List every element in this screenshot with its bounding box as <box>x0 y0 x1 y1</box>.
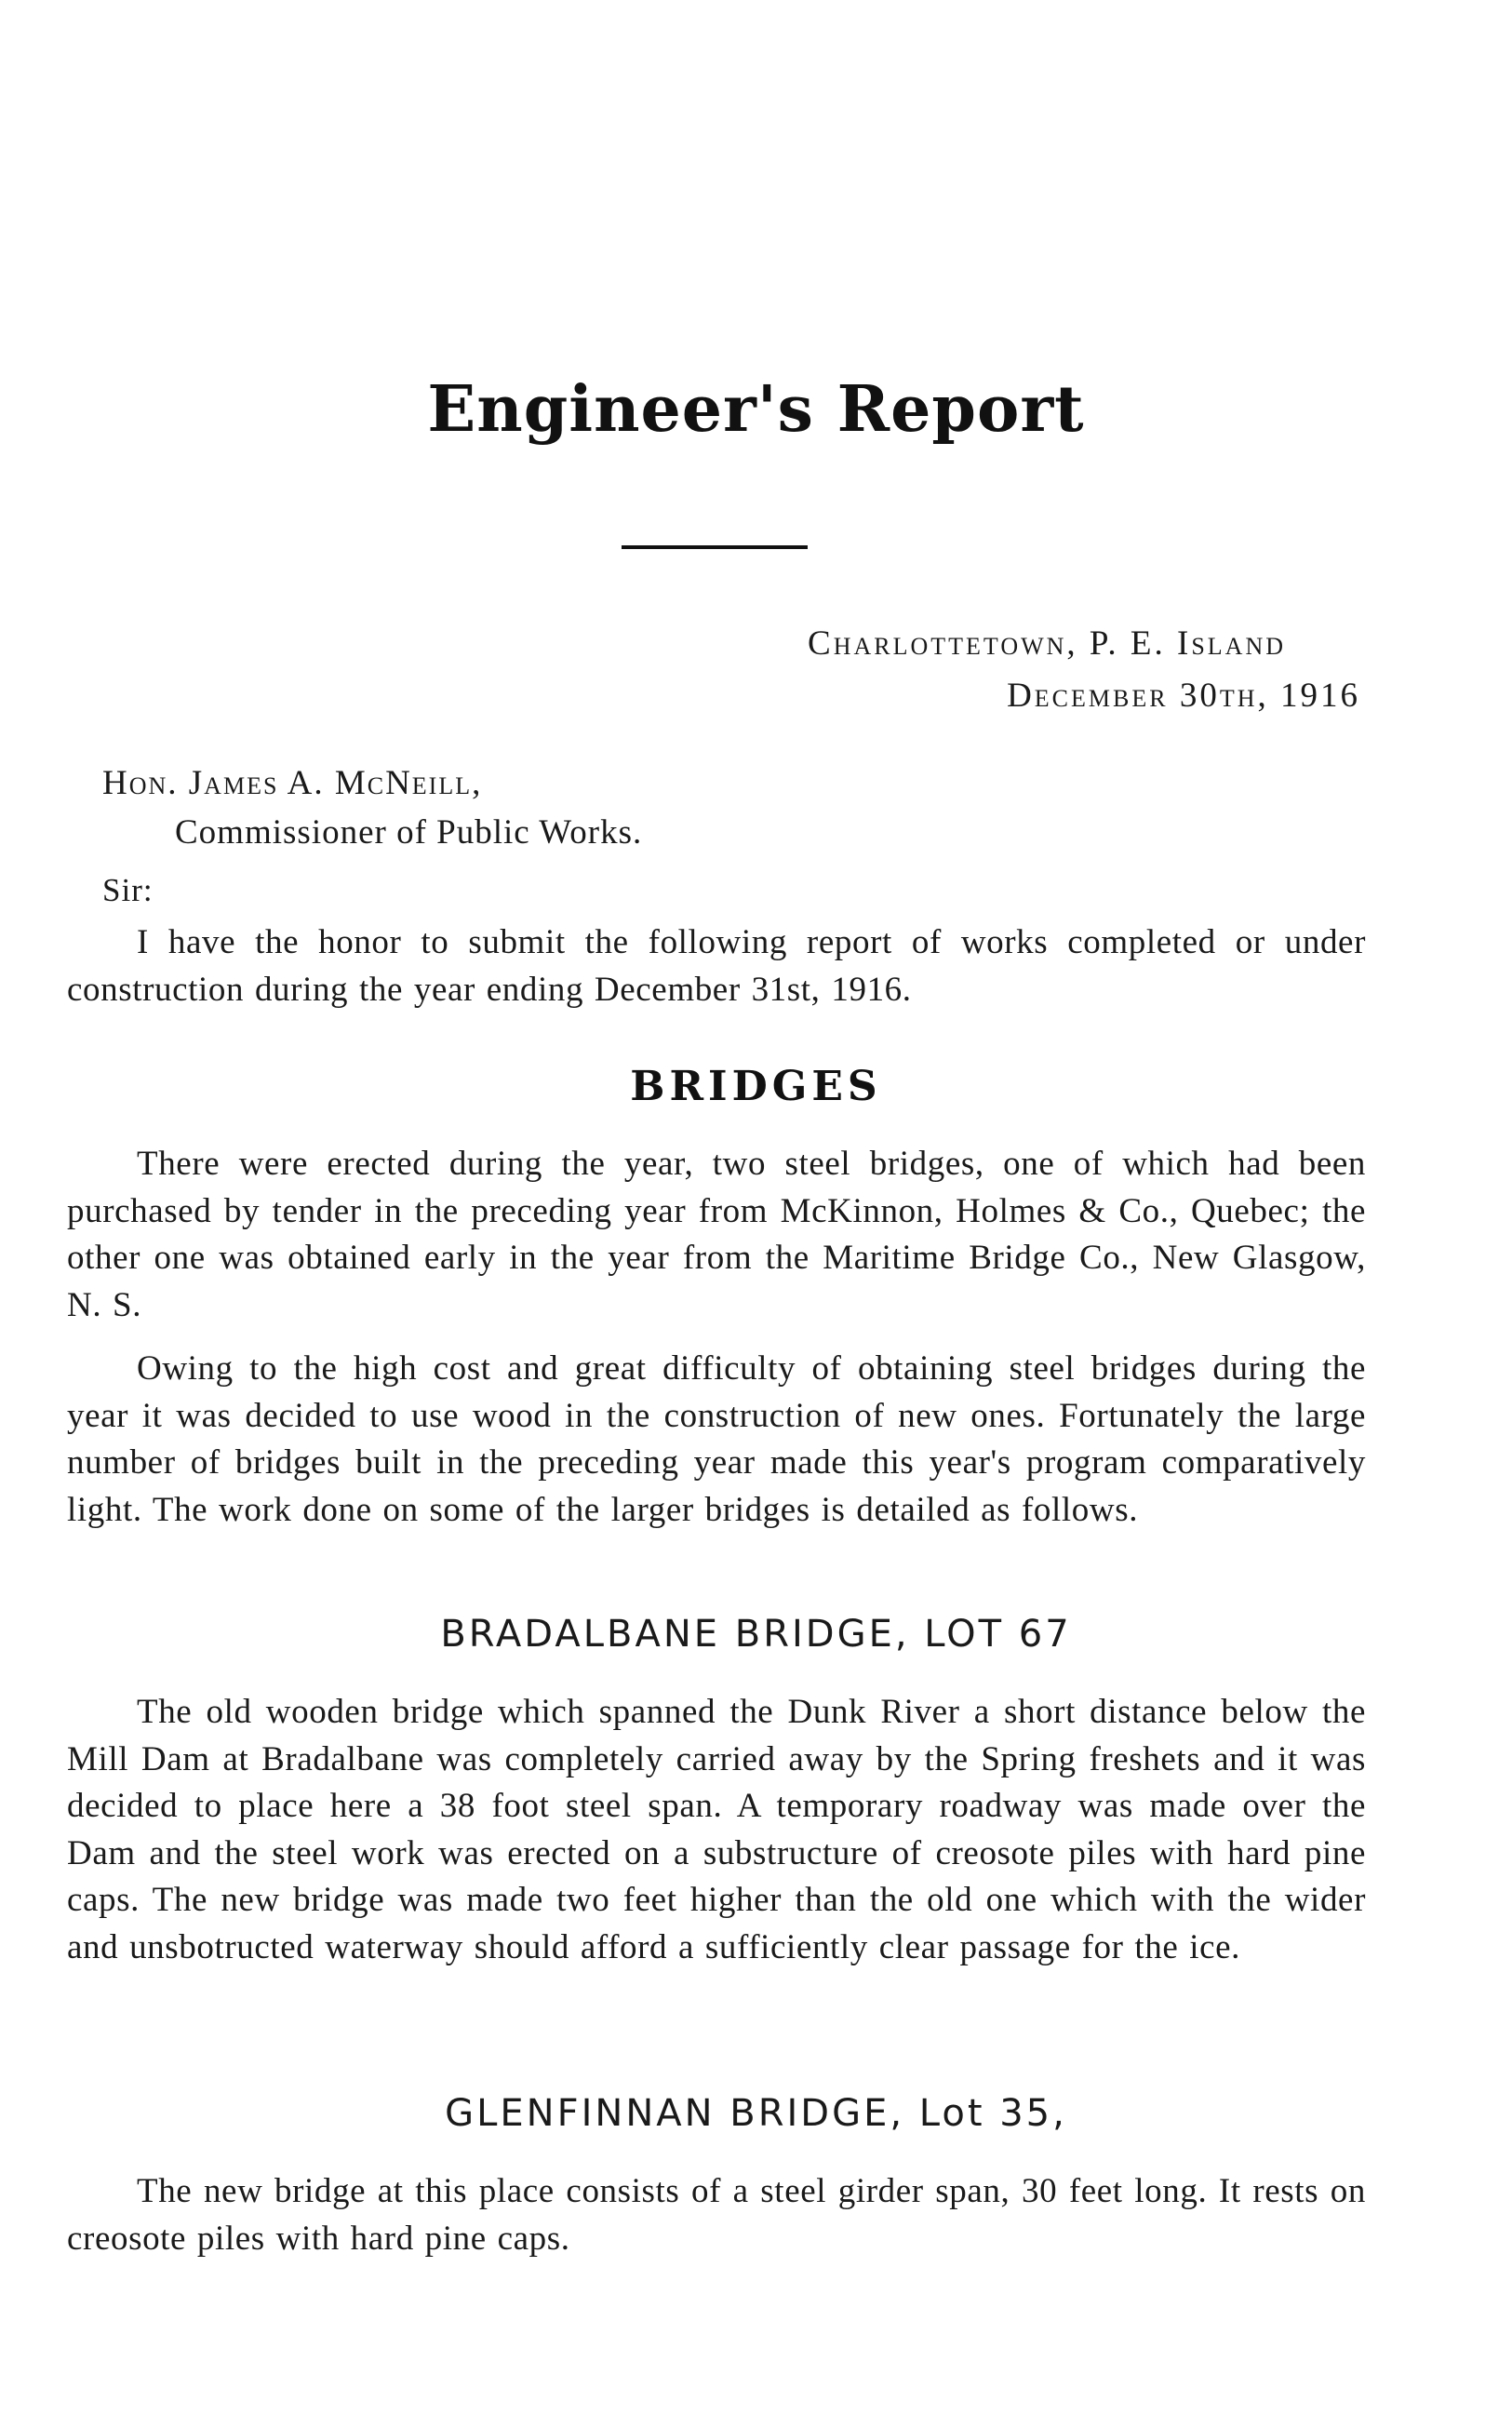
addressee-name: Hon. James A. McNeill, <box>102 764 483 802</box>
addressee-title: Commissioner of Public Works. <box>175 813 643 852</box>
intro-text: I have the honor to submit the following report of works completed or under construction during the year ending December 31st, 1916. <box>67 923 1366 1009</box>
bradalbane-text: The old wooden bridge which spanned the Dunk River a short distance below the Mill Dam at Bradalbane was completely carried away by the Spring freshets and it was decided to place here a 38 foot steel span. A temporary roadway was made over the Dam and the steel work was erected on a substructure of creosote piles with hard pine caps. The new bridge was made two feet higher than the old one which with the wider and unsbotructed waterway should afford a sufficiently clear passage for the ice. <box>67 1693 1366 1966</box>
bridges-paragraph-1 <box>67 1141 1366 1329</box>
glenfinnan-text: The new bridge at this place consists of a steel girder span, 30 feet long. It rests on creosote piles with hard pine caps. <box>67 2172 1366 2258</box>
dateline-date: December 30th, 1916 <box>1007 677 1360 715</box>
page-title: Engineer's Report <box>427 372 1085 447</box>
bridges-paragraph-2 <box>67 1346 1366 1534</box>
subheading-glenfinnan: GLENFINNAN BRIDGE, Lot 35, <box>445 2092 1067 2135</box>
subheading-bradalbane: BRADALBANE BRIDGE, LOT 67 <box>440 1613 1072 1656</box>
title-rule <box>622 545 808 549</box>
section-heading-bridges: BRIDGES <box>630 1063 882 1110</box>
glenfinnan-paragraph <box>67 2168 1366 2262</box>
intro-paragraph <box>67 919 1366 1013</box>
dateline-place: Charlottetown, P. E. Island <box>808 624 1286 663</box>
bradalbane-paragraph <box>67 1689 1366 1971</box>
salutation: Sir: <box>102 872 154 908</box>
bridges-text-1: There were erected during the year, two steel bridges, one of which had been purchased by tender in the preceding year from McKinnon, Holmes & Co., Quebec; the other one was obtained early in the year from the Maritime Bridge Co., New Glasgow, N. S. <box>67 1145 1366 1324</box>
bridges-text-2: Owing to the high cost and great difficulty of obtaining steel bridges during the year it was decided to use wood in the construction of new ones. Fortunately the large number of bridges built in the preceding year made this year's program comparatively light. The work done on some of the larger bridges is detailed as follows. <box>67 1349 1366 1529</box>
